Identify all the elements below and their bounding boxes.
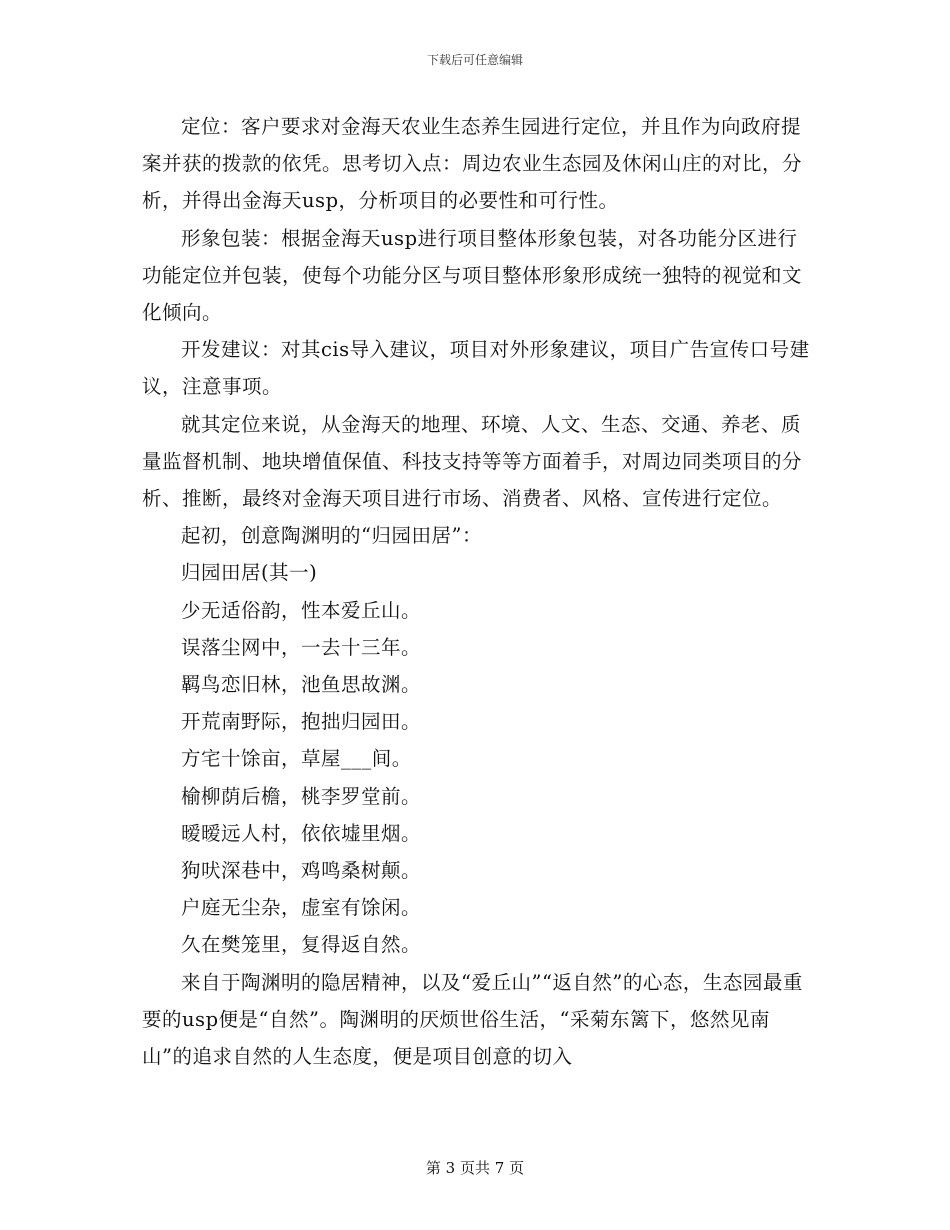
poem-line: 户庭无尘杂，虚室有馀闲。: [181, 896, 422, 920]
poem-line: 榆柳荫后檐，桃李罗堂前。: [181, 784, 422, 808]
paragraph-closing: 来自于陶渊明的隐居精神，以及“爱丘山”“返自然”的心态，生态园最重要的usp便是“自然”。陶渊明的厌烦世俗生活，“采菊东篱下，悠然见南山”的追求自然的人生态度，便是项目创意的切入: [142, 970, 803, 1069]
poem-line: 狗吠深巷中，鸡鸣桑树颠。: [181, 859, 422, 883]
poem-line: 开荒南野际，抱拙归园田。: [181, 710, 422, 734]
poem-line: 方宅十馀亩，草屋___间。: [181, 747, 412, 771]
paragraph-image-packaging: 形象包装：根据金海天usp进行项目整体形象包装，对各功能分区进行功能定位并包装，使每个功能分区与项目整体形象形成统一独特的视觉和文化倾向。: [142, 226, 803, 325]
page-header: 下载后可任意编辑: [426, 53, 523, 67]
poem-line: 误落尘网中，一去十三年。: [181, 635, 422, 659]
poem-line: 暧暧远人村，依依墟里烟。: [181, 821, 422, 845]
poem-line: 久在樊笼里，复得返自然。: [181, 933, 422, 957]
paragraph-positioning-detail: 就其定位来说，从金海天的地理、环境、人文、生态、交通、养老、质量监督机制、地块增值保值、科技支持等等方面着手，对周边同类项目的分析、推断，最终对金海天项目进行市场、消费者、风格、宣传进行定位。: [142, 412, 803, 511]
poem-title: 归园田居(其一): [181, 561, 318, 585]
poem-line: 少无适俗韵，性本爱丘山。: [181, 598, 422, 622]
paragraph-creative-intro: 起初，创意陶渊明的“归园田居”：: [181, 524, 482, 548]
document-body: [142, 108, 812, 1075]
page-footer: 第 3 页共 7 页: [425, 1159, 525, 1177]
poem-line: 羁鸟恋旧林，池鱼思故渊。: [181, 673, 422, 697]
paragraph-development-advice: 开发建议：对其cis导入建议，项目对外形象建议，项目广告宣传口号建议，注意事项。: [142, 338, 810, 399]
paragraph-positioning: 定位：客户要求对金海天农业生态养生园进行定位，并且作为向政府提案并获的拨款的依凭。思考切入点：周边农业生态园及休闲山庄的对比，分析，并得出金海天usp，分析项目的必要性和可行性。: [142, 115, 803, 213]
